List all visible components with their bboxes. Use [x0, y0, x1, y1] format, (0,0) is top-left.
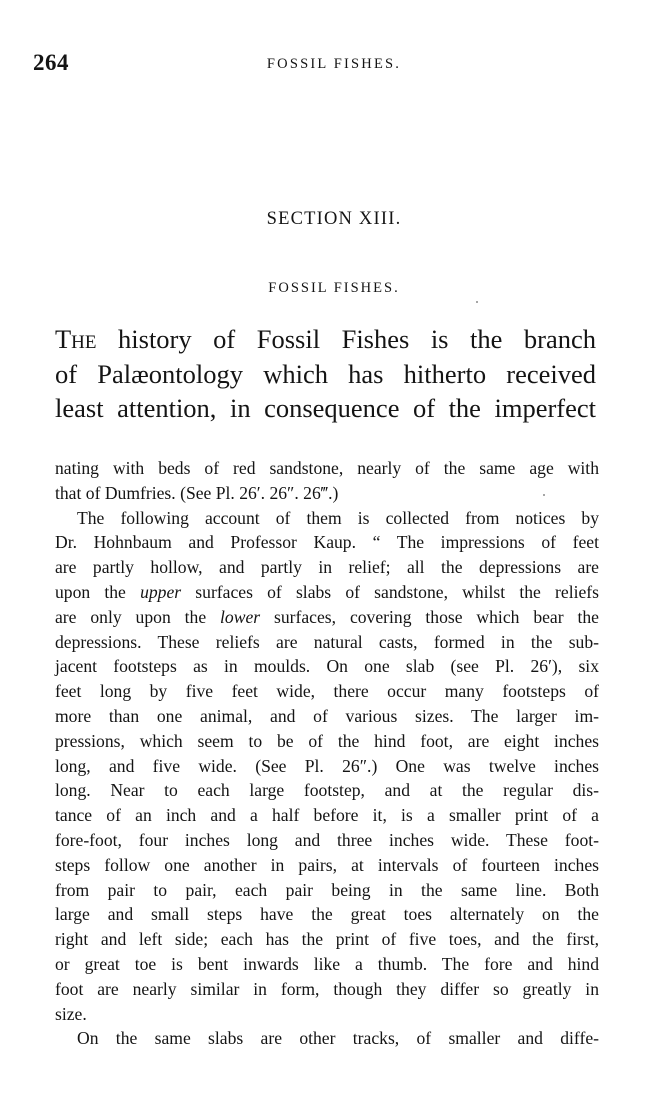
- page-number: 264: [33, 50, 69, 75]
- body-line: nating with beds of red sandstone, nearly of the same age with: [55, 458, 599, 478]
- body-line: Dr. Hohnbaum and Professor Kaup. “ The impressions of feet: [55, 532, 599, 553]
- body-line: feet long by five feet wide, there occur many footsteps of: [55, 681, 599, 702]
- intro-lead-word: The: [55, 324, 97, 354]
- body-line: from pair to pair, each pair being in the same line. Both: [55, 879, 599, 900]
- body-line: tance of an inch and a half before it, is a smaller print of a: [55, 805, 599, 826]
- running-title: FOSSIL FISHES.: [266, 56, 402, 72]
- body-line: steps follow one another in pairs, at intervals of fourteen inches: [55, 854, 599, 875]
- body-line: jacent footsteps as in moulds. On one slab (see Pl. 26′), six: [55, 656, 599, 677]
- intro-paragraph: [55, 322, 596, 426]
- body-line: foot are nearly similar in form, though they differ so greatly in: [55, 978, 599, 999]
- body-line: pressions, which seem to be of the hind foot, are eight inches: [55, 730, 599, 751]
- body-line: or great toe is bent inwards like a thumb. The fore and hind: [55, 953, 599, 974]
- body-line: long, and five wide. (See Pl. 26″.) One was twelve inches: [55, 755, 599, 776]
- section-heading: SECTION XIII.: [266, 209, 402, 229]
- body-paragraphs: [55, 456, 599, 1051]
- intro-line: of Palæontology which has hitherto received: [55, 358, 596, 389]
- body-line: are only upon the lower surfaces, covering those which bear the: [55, 606, 599, 627]
- intro-line-rest: history of Fossil Fishes is the branch: [96, 324, 596, 354]
- print-speck: [476, 301, 478, 303]
- body-line: are partly hollow, and partly in relief; all the depressions are: [55, 557, 599, 578]
- body-line: that of Dumfries. (See Pl. 26′. 26″. 26‴.): [55, 482, 339, 503]
- intro-line: [55, 322, 596, 357]
- italic-emphasis: upper: [140, 581, 182, 602]
- body-line: upon the upper surfaces of slabs of sandstone, whilst the reliefs: [55, 581, 599, 602]
- body-line: long. Near to each large footstep, and at the regular dis-: [55, 780, 599, 801]
- body-line: fore-foot, four inches long and three inches wide. These foot-: [55, 829, 599, 850]
- italic-emphasis: lower: [220, 606, 261, 627]
- body-line: On the same slabs are other tracks, of smaller and diffe-: [77, 1028, 599, 1049]
- body-line: The following account of them is collected from notices by: [77, 507, 599, 528]
- body-line: size.: [55, 1003, 87, 1024]
- body-line: large and small steps have the great toes alternately on the: [55, 904, 599, 925]
- body-line: depressions. These reliefs are natural casts, formed in the sub-: [55, 631, 599, 652]
- body-line: right and left side; each has the print of five toes, and the first,: [55, 929, 599, 950]
- section-subtitle: FOSSIL FISHES.: [268, 280, 400, 296]
- intro-line: least attention, in consequence of the imperfect: [55, 393, 596, 423]
- body-line: more than one animal, and of various sizes. The larger im-: [55, 705, 599, 726]
